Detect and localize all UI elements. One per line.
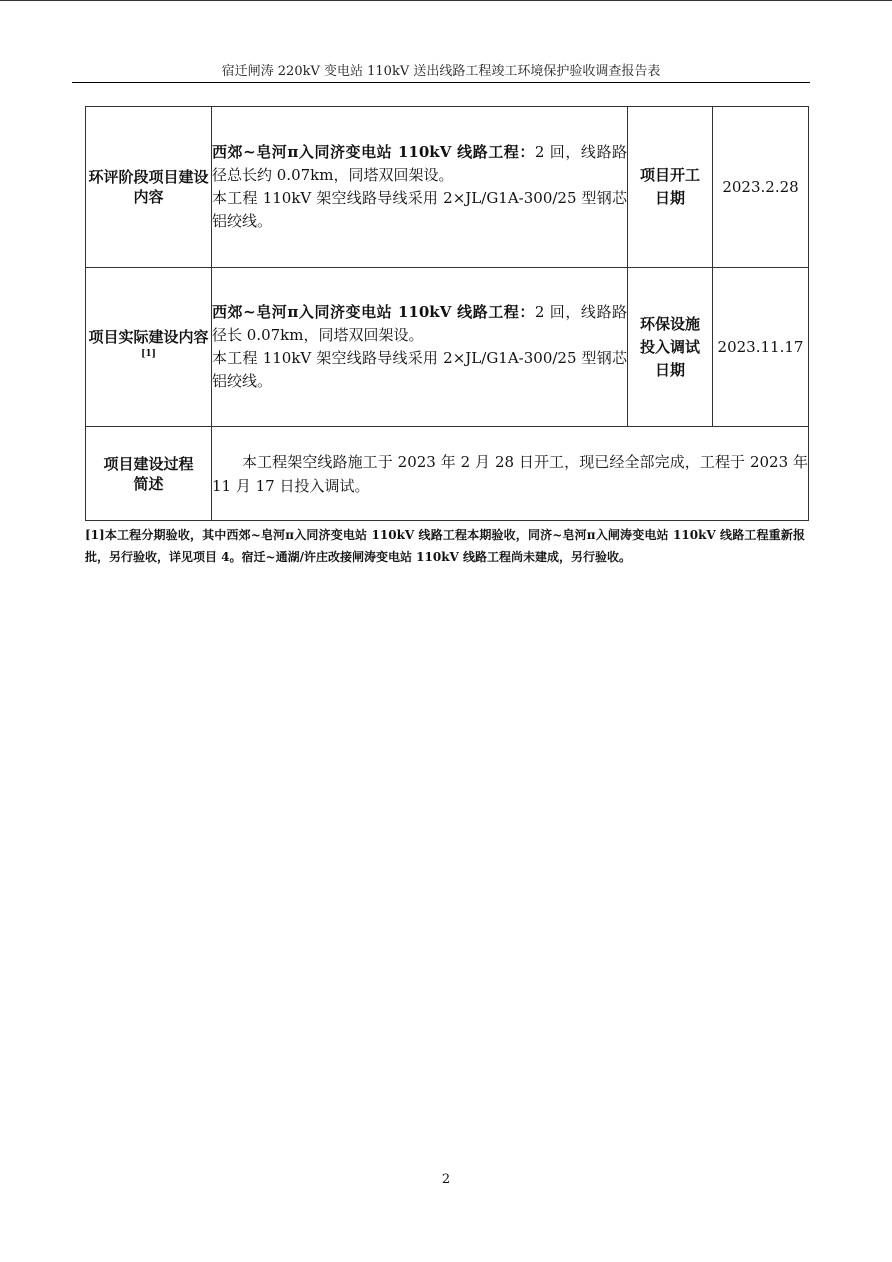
eia-stage-content-label: 环评阶段项目建设内容 (86, 107, 212, 268)
eia-stage-line-1 (212, 141, 627, 187)
actual-content-label-cell (86, 268, 212, 427)
page-top-border (0, 0, 892, 1)
debug-date-value: 2023.11.17 (713, 268, 809, 427)
start-date-value: 2023.2.28 (713, 107, 809, 268)
row-process-summary (86, 427, 809, 521)
actual-line-2: 本工程 110kV 架空线路导线采用 2×JL/G1A-300/25 型钢芯铝绞线。 (212, 349, 627, 390)
eia-stage-line-1-rest: 2 回，线路路径总长约 0.07km，同塔双回架设。 (212, 143, 627, 184)
document-header: 宿迁闸涛 220kV 变电站 110kV 送出线路工程竣工环境保护验收调查报告表 (221, 64, 661, 79)
start-date-label: 项目开工日期 (628, 107, 713, 268)
page-number: 2 (441, 1172, 451, 1187)
eia-stage-project-name: 西郊~皂河π入同济变电站 110kV 线路工程： (212, 143, 535, 161)
process-summary-paragraph: 本工程架空线路施工于 2023 年 2 月 28 日开工，现已经全部完成，工程于 2023 年 11 月 17 日投入调试。 (212, 452, 808, 495)
footnote-marker: [1] (141, 349, 156, 359)
report-table (85, 106, 809, 521)
debug-date-label: 环保设施投入调试日期 (628, 268, 713, 427)
row-actual-content (86, 268, 809, 427)
footnote: [1]本工程分期验收，其中西郊~皂河π入同济变电站 110kV 线路工程本期验收，同济~皂河π入闸涛变电站 110kV 线路工程重新报批，另行验收，详见项目 4。宿迁~通湖/许庄改接闸涛变电站 110kV 线路工程尚未建成，另行验收。 (85, 528, 805, 564)
actual-line-1-rest: 2 回，线路路径长 0.07km，同塔双回架设。 (212, 303, 627, 344)
process-summary-label: 项目建设过程简述 (86, 427, 212, 521)
actual-project-name: 西郊~皂河π入同济变电站 110kV 线路工程： (212, 303, 535, 321)
process-summary-text (212, 427, 809, 521)
eia-stage-content-cell (212, 107, 628, 268)
actual-content-cell (212, 268, 628, 427)
header-underline (72, 82, 810, 83)
row-eia-stage-content (86, 107, 809, 268)
eia-stage-line-2: 本工程 110kV 架空线路导线采用 2×JL/G1A-300/25 型钢芯铝绞线。 (212, 189, 627, 230)
actual-content-label: 项目实际建设内容 (88, 328, 209, 346)
actual-line-1 (212, 301, 627, 347)
